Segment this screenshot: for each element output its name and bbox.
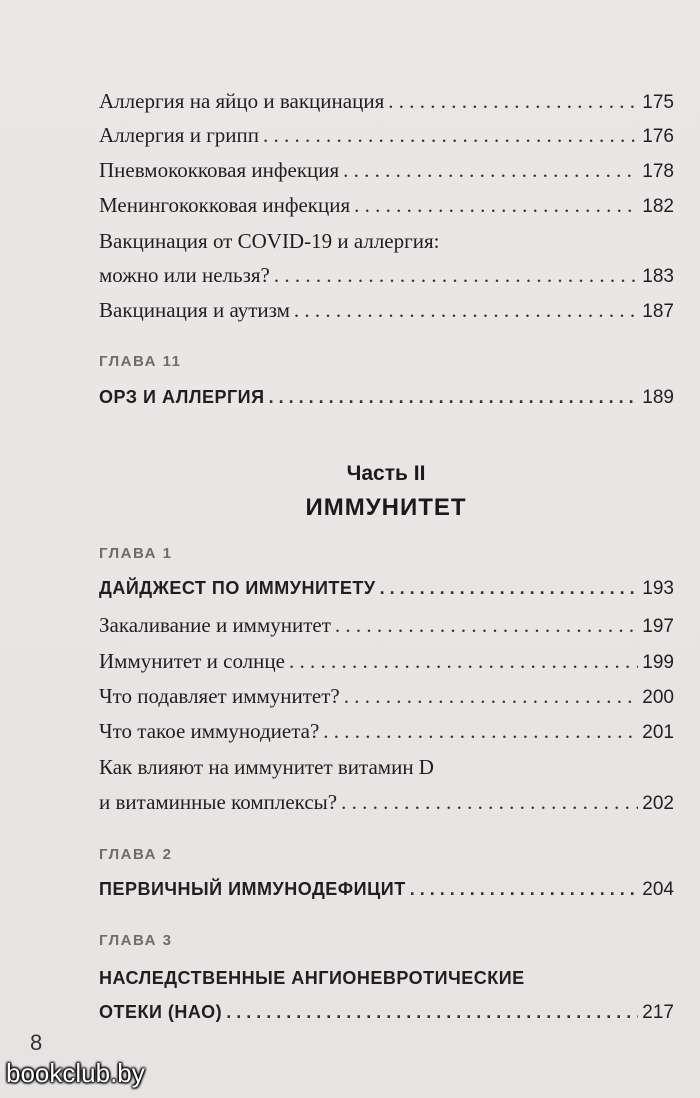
- toc-entry-label-line1: Вакцинация от COVID-19 и аллергия:: [99, 229, 440, 253]
- toc-entry-page: 187: [642, 301, 674, 322]
- chapter-title-entry: [99, 876, 674, 903]
- toc-entry-page: 197: [642, 616, 674, 637]
- chapter-title-entry: [99, 575, 674, 602]
- toc-entry-page: 199: [642, 652, 674, 673]
- chapter-title: ПЕРВИЧНЫЙ ИММУНОДЕФИЦИТ: [99, 879, 406, 899]
- toc-entry: [99, 789, 674, 817]
- chapter-heading: ГЛАВА 3: [99, 932, 173, 949]
- leader-dots: [410, 876, 639, 902]
- watermark: bookclub.by: [6, 1058, 145, 1088]
- chapter-heading: ГЛАВА 2: [99, 846, 173, 863]
- toc-entry-label: Аллергия и грипп: [99, 123, 260, 147]
- leader-dots: [343, 157, 638, 183]
- toc-entry-label: Менингококковая инфекция: [99, 193, 351, 217]
- leader-dots: [344, 683, 639, 709]
- chapter-title-line1: НАСЛЕДСТВЕННЫЕ АНГИОНЕВРОТИЧЕСКИЕ: [99, 968, 525, 988]
- toc-entry-label: Аллергия на яйцо и вакцинация: [99, 89, 385, 113]
- toc-entry: [99, 157, 674, 185]
- page-number: 8: [30, 1030, 43, 1055]
- toc-entry-label: Что такое иммунодиета?: [99, 719, 320, 743]
- leader-dots: [294, 297, 638, 323]
- toc-entry-label: Что подавляет иммунитет?: [99, 684, 340, 708]
- leader-dots: [226, 999, 638, 1025]
- toc-entry-page: 201: [642, 722, 674, 743]
- toc-entry-page: 182: [642, 196, 674, 217]
- chapter-title-entry: [99, 999, 674, 1026]
- leader-dots: [289, 648, 638, 674]
- toc-entry: [99, 683, 674, 711]
- leader-dots: [269, 384, 639, 410]
- toc-entry-page: 200: [642, 687, 674, 708]
- leader-dots: [274, 262, 638, 288]
- toc-entry-page: 204: [642, 879, 674, 900]
- toc-entry: [99, 297, 674, 325]
- toc-entry-label-line1: Как влияют на иммунитет витамин D: [99, 755, 434, 779]
- toc-entry-label: Иммунитет и солнце: [99, 649, 285, 673]
- part-title: ИММУНИТЕТ: [305, 494, 467, 521]
- toc-entry-page: 217: [642, 1002, 674, 1023]
- leader-dots: [263, 122, 638, 148]
- toc-entry-label: Пневмококковая инфекция: [99, 158, 340, 182]
- leader-dots: [341, 789, 638, 815]
- leader-dots: [335, 612, 638, 638]
- toc-entry-page: 176: [642, 126, 674, 147]
- chapter-heading: ГЛАВА 1: [99, 545, 173, 562]
- toc-entry-label-line2: и витаминные комплексы?: [99, 790, 338, 814]
- leader-dots: [388, 88, 638, 114]
- toc-entry: [99, 88, 674, 116]
- toc-entry: [99, 612, 674, 640]
- part-label: Часть II: [346, 462, 426, 485]
- chapter-title-entry: [99, 384, 674, 411]
- toc-entry: [99, 192, 674, 220]
- leader-dots: [323, 718, 638, 744]
- leader-dots: [380, 575, 639, 601]
- toc-entry-page: 193: [642, 578, 674, 599]
- toc-entry-page: 178: [642, 161, 674, 182]
- toc-entry: [99, 262, 674, 290]
- chapter-title: ДАЙДЖЕСТ ПО ИММУНИТЕТУ: [99, 578, 376, 598]
- toc-entry-label-line2: можно или нельзя?: [99, 263, 270, 287]
- toc-entry: [99, 122, 674, 150]
- chapter-heading: ГЛАВА 11: [99, 353, 182, 370]
- toc-entry-page: 189: [642, 387, 674, 408]
- toc-entry-label: Закаливание и иммунитет: [99, 613, 331, 637]
- toc-entry-page: 183: [642, 266, 674, 287]
- toc-entry-page: 202: [642, 793, 674, 814]
- toc-entry: [99, 718, 674, 746]
- toc-entry: [99, 648, 674, 676]
- leader-dots: [354, 192, 638, 218]
- toc-entry-label: Вакцинация и аутизм: [99, 298, 290, 322]
- chapter-title: ОРЗ И АЛЛЕРГИЯ: [99, 387, 265, 407]
- toc-entry-page: 175: [642, 92, 674, 113]
- chapter-title-line2: ОТЕКИ (НАО): [99, 1002, 223, 1022]
